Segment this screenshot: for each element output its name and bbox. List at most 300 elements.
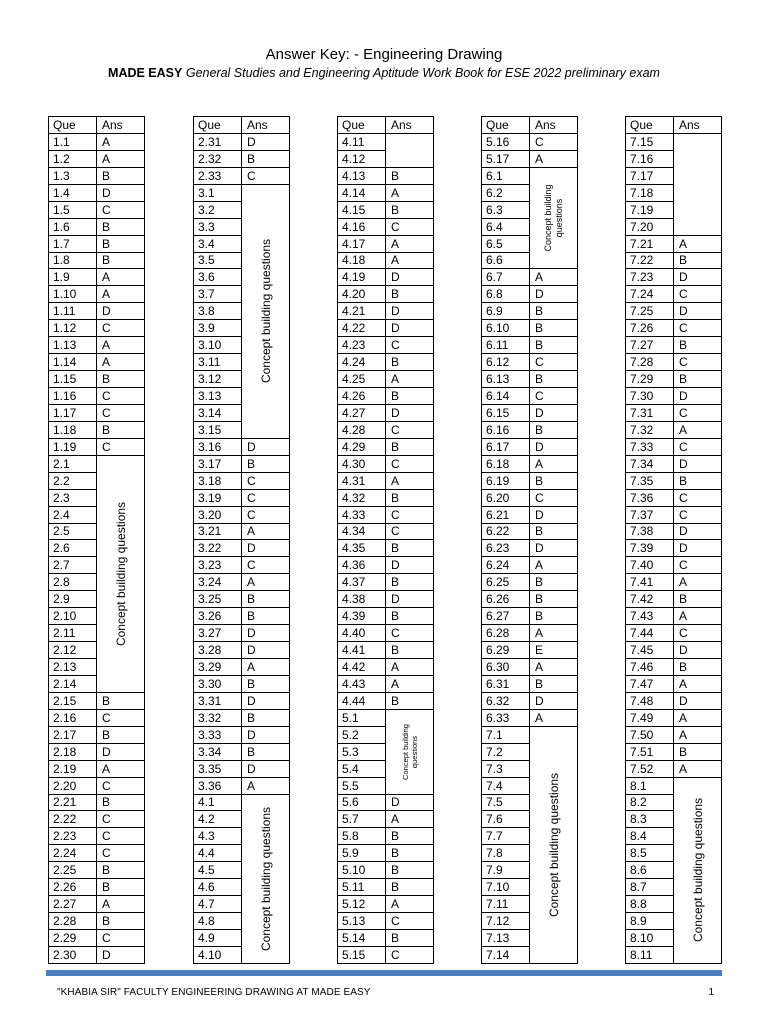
table-row	[49, 913, 145, 930]
page-title: Answer Key: - Engineering Drawing	[265, 46, 503, 63]
answer-letter: B	[530, 675, 578, 692]
answer-letter: B	[386, 845, 434, 862]
table-row	[194, 659, 290, 676]
table-row	[49, 743, 145, 760]
answer-letter: C	[97, 828, 145, 845]
table-row	[49, 218, 145, 235]
question-number: 6.8	[482, 286, 530, 303]
que-header: Que	[194, 117, 242, 134]
question-number: 3.12	[194, 371, 242, 388]
ans-header: Ans	[674, 117, 722, 134]
question-number: 2.10	[49, 608, 97, 625]
question-number: 5.4	[338, 760, 386, 777]
question-number: 1.15	[49, 371, 97, 388]
answer-letter: B	[530, 591, 578, 608]
question-number: 2.7	[49, 557, 97, 574]
table-row	[482, 608, 578, 625]
question-number: 3.33	[194, 726, 242, 743]
question-number: 7.29	[626, 371, 674, 388]
question-number: 4.14	[338, 184, 386, 201]
table-row	[338, 540, 434, 557]
question-number: 7.11	[482, 896, 530, 913]
question-number: 3.36	[194, 777, 242, 794]
answer-letter: C	[386, 455, 434, 472]
table-row	[626, 455, 722, 472]
question-number: 7.40	[626, 557, 674, 574]
answer-letter: C	[674, 286, 722, 303]
question-number: 2.14	[49, 675, 97, 692]
question-number: 4.22	[338, 320, 386, 337]
question-number: 7.50	[626, 726, 674, 743]
answer-letter: D	[242, 726, 290, 743]
table-row	[626, 404, 722, 421]
question-number: 7.51	[626, 743, 674, 760]
question-number: 1.6	[49, 218, 97, 235]
table-row	[338, 692, 434, 709]
question-number: 1.12	[49, 320, 97, 337]
answer-letter: A	[530, 269, 578, 286]
question-number: 7.14	[482, 946, 530, 963]
answer-letter: C	[674, 320, 722, 337]
question-number: 7.47	[626, 675, 674, 692]
question-number: 5.14	[338, 930, 386, 947]
question-number: 1.14	[49, 354, 97, 371]
answer-letter: B	[386, 438, 434, 455]
answer-letter: D	[97, 303, 145, 320]
answer-letter: D	[674, 303, 722, 320]
question-number: 3.26	[194, 608, 242, 625]
table-row	[338, 133, 434, 150]
question-number: 7.28	[626, 354, 674, 371]
concept-building-label: Concept building questions	[258, 806, 273, 951]
table-row	[626, 692, 722, 709]
answer-letter: D	[242, 625, 290, 642]
table-row	[482, 472, 578, 489]
table-row	[194, 726, 290, 743]
question-number: 5.7	[338, 811, 386, 828]
question-number: 7.19	[626, 201, 674, 218]
question-number: 7.43	[626, 608, 674, 625]
table-row	[482, 133, 578, 150]
answer-letter: D	[674, 692, 722, 709]
answer-letter: C	[674, 354, 722, 371]
table-row	[49, 404, 145, 421]
answer-letter: A	[530, 557, 578, 574]
table-row	[338, 811, 434, 828]
question-number: 1.3	[49, 167, 97, 184]
question-number: 6.5	[482, 235, 530, 252]
answer-letter: C	[530, 388, 578, 405]
answer-letter: A	[674, 760, 722, 777]
answer-letter: B	[530, 371, 578, 388]
concept-building-label: Concept building questions	[113, 501, 128, 646]
table-row	[482, 726, 578, 743]
table-row	[482, 506, 578, 523]
question-number: 6.19	[482, 472, 530, 489]
footer-rule	[46, 970, 722, 976]
table-row	[338, 218, 434, 235]
table-row	[338, 896, 434, 913]
ans-header: Ans	[242, 117, 290, 134]
table-row	[338, 286, 434, 303]
table-row	[194, 760, 290, 777]
question-number: 6.32	[482, 692, 530, 709]
answer-letter: B	[242, 608, 290, 625]
question-number: 2.15	[49, 692, 97, 709]
answer-letter: B	[530, 472, 578, 489]
table-row	[49, 760, 145, 777]
answer-letter: A	[242, 659, 290, 676]
question-number: 1.9	[49, 269, 97, 286]
question-number: 6.23	[482, 540, 530, 557]
question-number: 4.35	[338, 540, 386, 557]
answer-letter: A	[530, 150, 578, 167]
question-number: 3.20	[194, 506, 242, 523]
table-row	[482, 709, 578, 726]
answer-letter: C	[97, 709, 145, 726]
header-row	[194, 117, 290, 134]
table-row	[194, 794, 290, 811]
question-number: 7.30	[626, 388, 674, 405]
table-row	[49, 726, 145, 743]
footer-credit: "KHABIA SIR" FACULTY ENGINEERING DRAWING AT MADE EASY	[57, 987, 371, 998]
answer-letter: A	[674, 709, 722, 726]
answer-letter: C	[674, 404, 722, 421]
question-number: 5.10	[338, 862, 386, 879]
table-row	[338, 574, 434, 591]
subtitle-description: General Studies and Engineering Aptitude Work Book for ESE 2022 preliminary exam	[185, 66, 660, 80]
answer-letter: B	[530, 303, 578, 320]
answer-table-4	[481, 116, 578, 964]
question-number: 3.10	[194, 337, 242, 354]
answer-letter: D	[386, 794, 434, 811]
table-row	[482, 489, 578, 506]
answer-letter: D	[530, 692, 578, 709]
answer-letter: A	[386, 659, 434, 676]
table-row	[194, 777, 290, 794]
question-number: 5.15	[338, 946, 386, 963]
question-number: 7.41	[626, 574, 674, 591]
question-number: 1.13	[49, 337, 97, 354]
table-row	[482, 438, 578, 455]
table-row	[338, 930, 434, 947]
answer-letter: B	[97, 218, 145, 235]
question-number: 8.11	[626, 946, 674, 963]
answer-letter: D	[674, 455, 722, 472]
answer-letter: C	[97, 438, 145, 455]
table-row	[482, 286, 578, 303]
answer-letter: B	[97, 252, 145, 269]
header-row	[482, 117, 578, 134]
question-number: 3.13	[194, 388, 242, 405]
table-row	[626, 252, 722, 269]
table-row	[49, 150, 145, 167]
question-number: 1.18	[49, 421, 97, 438]
table-row	[49, 862, 145, 879]
question-number: 5.3	[338, 743, 386, 760]
answer-letter: C	[97, 777, 145, 794]
question-number: 7.24	[626, 286, 674, 303]
table-row	[49, 794, 145, 811]
question-number: 4.36	[338, 557, 386, 574]
question-number: 2.27	[49, 896, 97, 913]
answer-letter: C	[386, 913, 434, 930]
table-row	[482, 404, 578, 421]
table-row	[482, 540, 578, 557]
question-number: 7.31	[626, 404, 674, 421]
table-row	[338, 472, 434, 489]
table-row	[626, 421, 722, 438]
table-row	[194, 692, 290, 709]
question-number: 4.39	[338, 608, 386, 625]
answer-letter: A	[97, 354, 145, 371]
question-number: 8.3	[626, 811, 674, 828]
question-number: 4.19	[338, 269, 386, 286]
question-number: 4.6	[194, 879, 242, 896]
question-number: 7.13	[482, 930, 530, 947]
answer-letter: B	[674, 337, 722, 354]
answer-letter: A	[674, 675, 722, 692]
table-row	[194, 574, 290, 591]
answer-letter: D	[674, 269, 722, 286]
answer-letter: B	[530, 523, 578, 540]
answer-letter: D	[530, 540, 578, 557]
answer-table-1	[48, 116, 145, 964]
answer-letter: B	[386, 489, 434, 506]
question-number: 4.26	[338, 388, 386, 405]
answer-letter: A	[530, 455, 578, 472]
question-number: 3.21	[194, 523, 242, 540]
table-row	[49, 252, 145, 269]
table-row	[338, 675, 434, 692]
question-number: 2.3	[49, 489, 97, 506]
question-number: 2.18	[49, 743, 97, 760]
table-row	[482, 354, 578, 371]
concept-questions-cell	[674, 133, 722, 235]
answer-letter: B	[530, 421, 578, 438]
table-row	[49, 354, 145, 371]
answer-letter: B	[386, 692, 434, 709]
answer-letter: B	[97, 371, 145, 388]
question-number: 2.22	[49, 811, 97, 828]
table-row	[482, 591, 578, 608]
table-row	[49, 828, 145, 845]
question-number: 2.29	[49, 930, 97, 947]
question-number: 6.16	[482, 421, 530, 438]
table-row	[338, 404, 434, 421]
question-number: 6.13	[482, 371, 530, 388]
question-number: 4.2	[194, 811, 242, 828]
answer-letter: D	[242, 133, 290, 150]
question-number: 6.33	[482, 709, 530, 726]
table-row	[338, 252, 434, 269]
question-number: 7.10	[482, 879, 530, 896]
question-number: 6.18	[482, 455, 530, 472]
table-row	[338, 421, 434, 438]
question-number: 7.39	[626, 540, 674, 557]
table-row	[626, 574, 722, 591]
table-row	[626, 303, 722, 320]
answer-letter: B	[674, 252, 722, 269]
question-number: 4.32	[338, 489, 386, 506]
question-number: 3.34	[194, 743, 242, 760]
question-number: 4.37	[338, 574, 386, 591]
question-number: 4.28	[338, 421, 386, 438]
question-number: 6.21	[482, 506, 530, 523]
table-row	[626, 320, 722, 337]
table-row	[338, 489, 434, 506]
table-row	[49, 946, 145, 963]
table-row	[626, 709, 722, 726]
question-number: 8.10	[626, 930, 674, 947]
table-row	[338, 794, 434, 811]
question-number: 3.30	[194, 675, 242, 692]
question-number: 3.29	[194, 659, 242, 676]
table-row	[482, 659, 578, 676]
question-number: 7.1	[482, 726, 530, 743]
answer-letter: B	[242, 455, 290, 472]
question-number: 4.1	[194, 794, 242, 811]
question-number: 8.1	[626, 777, 674, 794]
question-number: 3.28	[194, 642, 242, 659]
answer-letter: C	[242, 167, 290, 184]
table-row	[49, 777, 145, 794]
answer-letter: C	[242, 489, 290, 506]
table-row	[338, 659, 434, 676]
answer-letter: A	[97, 286, 145, 303]
answer-letter: A	[674, 235, 722, 252]
ans-header: Ans	[530, 117, 578, 134]
answer-letter: B	[97, 726, 145, 743]
page-number: 1	[708, 987, 714, 998]
table-row	[194, 557, 290, 574]
table-row	[49, 421, 145, 438]
answer-letter: B	[386, 201, 434, 218]
table-row	[338, 337, 434, 354]
question-number: 6.1	[482, 167, 530, 184]
table-row	[49, 811, 145, 828]
question-number: 4.43	[338, 675, 386, 692]
concept-building-label: Concept building questions	[690, 798, 705, 943]
table-row	[49, 845, 145, 862]
question-number: 4.3	[194, 828, 242, 845]
answer-letter: A	[386, 472, 434, 489]
question-number: 7.12	[482, 913, 530, 930]
question-number: 7.42	[626, 591, 674, 608]
question-number: 1.5	[49, 201, 97, 218]
answer-letter: B	[97, 421, 145, 438]
table-row	[49, 133, 145, 150]
question-number: 7.36	[626, 489, 674, 506]
question-number: 4.42	[338, 659, 386, 676]
answer-table-2	[193, 116, 290, 964]
table-row	[626, 625, 722, 642]
answer-letter: B	[386, 574, 434, 591]
header-row	[338, 117, 434, 134]
table-row	[626, 489, 722, 506]
question-number: 5.9	[338, 845, 386, 862]
table-row	[338, 438, 434, 455]
question-number: 2.5	[49, 523, 97, 540]
answer-letter: A	[674, 574, 722, 591]
answer-letter: C	[97, 320, 145, 337]
question-number: 7.48	[626, 692, 674, 709]
question-number: 6.30	[482, 659, 530, 676]
question-number: 2.19	[49, 760, 97, 777]
answer-letter: D	[674, 540, 722, 557]
table-row	[482, 574, 578, 591]
question-number: 5.5	[338, 777, 386, 794]
question-number: 1.7	[49, 235, 97, 252]
question-number: 6.3	[482, 201, 530, 218]
answer-letter: A	[674, 608, 722, 625]
question-number: 6.14	[482, 388, 530, 405]
question-number: 3.14	[194, 404, 242, 421]
question-number: 6.20	[482, 489, 530, 506]
question-number: 3.22	[194, 540, 242, 557]
answer-letter: A	[386, 896, 434, 913]
table-row	[49, 709, 145, 726]
question-number: 2.13	[49, 659, 97, 676]
table-row	[626, 235, 722, 252]
question-number: 2.12	[49, 642, 97, 659]
table-row	[338, 354, 434, 371]
answer-letter: D	[386, 269, 434, 286]
question-number: 6.9	[482, 303, 530, 320]
question-number: 2.17	[49, 726, 97, 743]
answer-letter: D	[97, 184, 145, 201]
table-row	[338, 388, 434, 405]
table-row	[338, 625, 434, 642]
concept-questions-cell	[97, 455, 145, 692]
question-number: 7.22	[626, 252, 674, 269]
answer-letter: C	[97, 388, 145, 405]
table-row	[49, 438, 145, 455]
table-row	[194, 625, 290, 642]
answer-letter: A	[386, 371, 434, 388]
question-number: 4.11	[338, 133, 386, 150]
question-number: 7.16	[626, 150, 674, 167]
answer-letter: D	[386, 303, 434, 320]
answer-letter: D	[674, 642, 722, 659]
answer-letter: B	[386, 540, 434, 557]
table-row	[194, 133, 290, 150]
table-row	[194, 506, 290, 523]
table-row	[338, 913, 434, 930]
table-row	[482, 269, 578, 286]
table-row	[49, 930, 145, 947]
answer-letter: C	[97, 930, 145, 947]
answer-letter: B	[386, 354, 434, 371]
que-header: Que	[338, 117, 386, 134]
table-row	[482, 421, 578, 438]
question-number: 4.10	[194, 946, 242, 963]
table-row	[338, 557, 434, 574]
answer-letter: C	[530, 489, 578, 506]
question-number: 6.6	[482, 252, 530, 269]
question-number: 7.17	[626, 167, 674, 184]
question-number: 6.22	[482, 523, 530, 540]
table-row	[626, 557, 722, 574]
table-row	[49, 388, 145, 405]
question-number: 7.18	[626, 184, 674, 201]
table-row	[338, 303, 434, 320]
answer-letter: B	[242, 709, 290, 726]
answer-table-5	[625, 116, 722, 964]
answer-letter: D	[530, 404, 578, 421]
table-row	[49, 337, 145, 354]
answer-letter: B	[530, 608, 578, 625]
